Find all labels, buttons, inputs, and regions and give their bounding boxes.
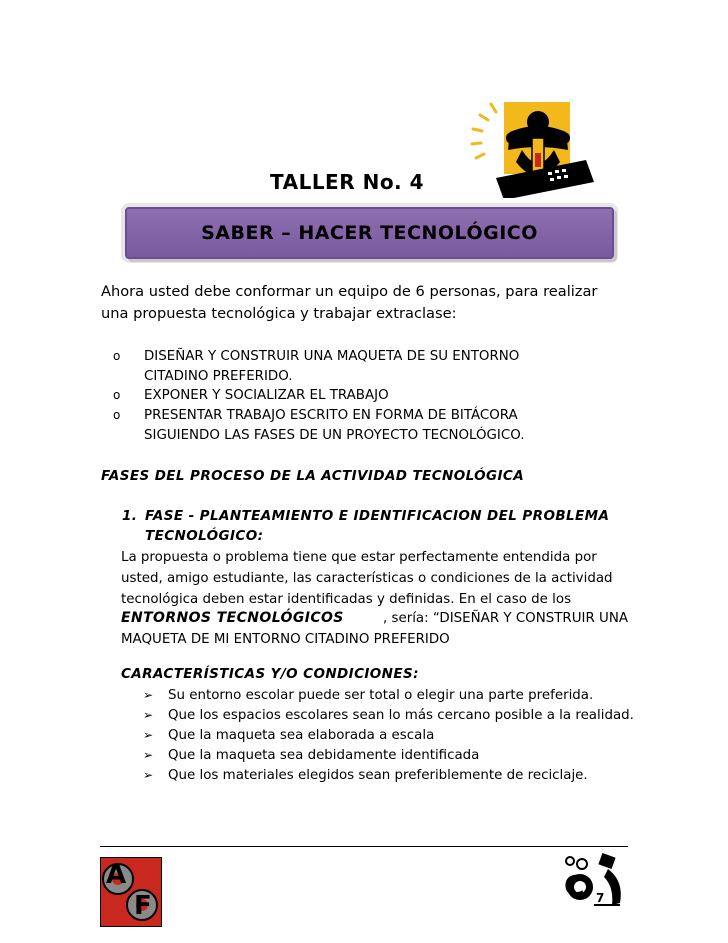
banner-title: SABER – HACER TECNOLÓGICO [201,222,538,244]
phase-title: FASE - PLANTEAMIENTO E IDENTIFICACION DEL PROBLEMA [145,508,610,524]
phase-body-rest: , sería: “DISEÑAR Y CONSTRUIR UNA [382,611,628,626]
condition-text: Que los espacios escolares sean lo más cercano posible a la realidad. [168,708,634,723]
arrow-bullet-icon: ➢ [143,708,154,722]
phase-number: 1. [122,508,138,524]
section-banner [125,207,614,259]
task-line: PRESENTAR TRABAJO ESCRITO EN FORMA DE BITÁCORA [144,408,518,423]
phase-body-line [121,608,628,629]
arrow-bullet-icon: ➢ [143,728,154,742]
arrow-bullet-icon: ➢ [143,748,154,762]
arrow-bullet-icon: ➢ [143,688,154,702]
phase-title-cont: TECNOLÓGICO: [145,528,264,544]
highlight-term: ENTORNOS TECNOLÓGICOS [121,610,344,626]
phase-body-line: usted, amigo estudiante, las características o condiciones de la actividad [121,571,613,586]
af-logo [100,857,162,927]
intro-line-2: una propuesta tecnológica y trabajar extraclase: [101,305,457,322]
phases-heading: FASES DEL PROCESO DE LA ACTIVIDAD TECNOLÓGICA [101,468,525,484]
intro-line-1: Ahora usted debe conformar un equipo de 6 personas, para realizar [101,283,598,300]
circle-bullet-icon: o [113,388,121,402]
condition-text: Su entorno escolar puede ser total o elegir una parte preferida. [168,688,594,703]
task-line: DISEÑAR Y CONSTRUIR UNA MAQUETA DE SU ENTORNO [144,349,520,364]
logo-letter: A [106,860,127,890]
task-line: EXPONER Y SOCIALIZAR EL TRABAJO [144,388,389,403]
phase-body-line: La propuesta o problema tiene que estar perfectamente entendida por [121,550,597,565]
logo-letter: F [134,891,152,921]
jackhammer-worker-icon [468,98,610,198]
phase-body-line: MAQUETA DE MI ENTORNO CITADINO PREFERIDO [121,632,450,647]
circle-bullet-icon: o [113,408,121,422]
tech-logo [560,853,630,915]
condition-text: Que la maqueta sea elaborada a escala [168,728,435,743]
condition-text: Que los materiales elegidos sean preferiblemente de reciclaje. [168,768,588,783]
task-line-cont: CITADINO PREFERIDO. [144,369,293,384]
logo-letter: 7 [596,891,605,905]
footer-divider [100,846,628,847]
task-line-cont: SIGUIENDO LAS FASES DE UN PROYECTO TECNOLÓGICO. [144,428,525,443]
conditions-heading: CARACTERÍSTICAS Y/O CONDICIONES: [121,666,419,682]
page-title: TALLER No. 4 [270,170,425,194]
circle-bullet-icon: o [113,349,121,363]
condition-text: Que la maqueta sea debidamente identificada [168,748,480,763]
arrow-bullet-icon: ➢ [143,768,154,782]
phase-body-line: tecnológica deben estar identificadas y definidas. En el caso de los [121,592,572,607]
logo-letter: C [564,869,585,902]
